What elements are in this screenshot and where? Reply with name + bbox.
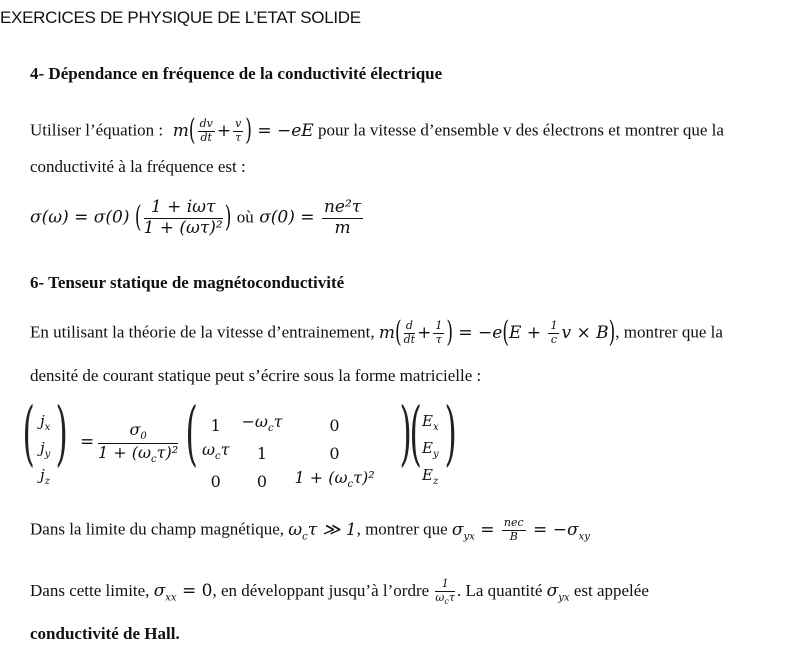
section-4-intro — [30, 114, 724, 149]
section-6-intro — [30, 316, 723, 351]
equation-of-motion: m( $\frac{dv}{dt}$ + $\frac{v}{\tau}$ ) = −eE — [167, 114, 314, 149]
section-6-heading: 6- Tenseur statique de magnétoconductivité — [30, 273, 345, 292]
left-paren-e: ( — [409, 392, 422, 474]
section-4-intro-line2: conductivité à la fréquence est : — [30, 157, 246, 176]
prefactor: $\frac{\sigma_0}{1 + (\omega_c\tau)^2}$ — [98, 420, 179, 465]
conductivity-matrix: 1 $-\omega_c\tau$ 0 $\omega_c\tau$ 1 0 0 0 $1 + (\omega_c\tau)^2$ — [202, 412, 375, 491]
hall-conductivity-term: conductivité de Hall. — [30, 624, 180, 643]
conductivity-formula: σ(ω) = σ(0) ( $\frac{\text{1 + iωτ}}{\text{1 + (ωτ)²}}$ ) où σ(0) = $\frac{\text{ne²τ}}{m}$ — [30, 197, 362, 238]
last-suffix: La quantité — [465, 580, 543, 600]
section-4-intro-suffix: pour la vitesse d’ensemble v des électrons et montrer que la — [317, 120, 724, 140]
limit-mid: , montrer que — [356, 519, 448, 539]
limit-line: Dans la limite du champ magnétique, $\omega_c\tau$ ≫ 1, montrer que $\sigma_{yx}$ = $\frac{\text{nec}}{B}$ = $-\sigma_{xy}$ — [30, 516, 590, 543]
left-paren-j: ( — [22, 392, 35, 474]
last-prefix: Dans cette limite, — [30, 580, 150, 600]
left-paren-m: ( — [185, 392, 198, 474]
limit-prefix: Dans la limite du champ magnétique, — [30, 519, 284, 539]
last-line: Dans cette limite, $\sigma_{xx} = 0$, en développant jusqu’à l’ordre $\frac{1}{\omega_c\tau}$ . La quantité $\sigma_{yx}$ est appelée — [30, 577, 649, 606]
right-paren-m: ) — [399, 392, 412, 474]
last-end: est appelée — [573, 580, 649, 600]
last-mid: , en développant jusqu’à l’ordre — [212, 580, 430, 600]
current-vector: $j_x$ $j_y$ $j_z$ — [40, 412, 51, 487]
section-6-intro-prefix: En utilisant la théorie de la vitesse d’entrainement, — [30, 322, 375, 342]
field-vector: $E_x$ $E_y$ $E_z$ — [422, 412, 439, 487]
right-paren-e: ) — [444, 392, 457, 474]
section-4-intro-prefix: Utiliser l’équation : — [30, 120, 164, 140]
section-6-intro-suffix: , montrer que la — [615, 322, 723, 342]
section-4-heading: 4- Dépendance en fréquence de la conductivité électrique — [30, 64, 443, 83]
section-6-intro-line2: densité de courant statique peut s’écrire sous la forme matricielle : — [30, 366, 482, 385]
order-fraction: $\frac{1}{\omega_c\tau}$ — [435, 577, 455, 606]
right-paren-j: ) — [55, 392, 68, 474]
page-title: EXERCICES DE PHYSIQUE DE L’ETAT SOLIDE — [0, 8, 361, 27]
drift-equation: m( $\frac{d}{dt}$ + $\frac{1}{\tau}$ ) = −e(E + $\frac{1}{c}$ v × B) — [378, 316, 616, 351]
hall-relation: $\sigma_{yx}$ = $\frac{\text{nec}}{B}$ = $-\sigma_{xy}$ — [451, 516, 590, 543]
where-word: où — [236, 207, 254, 227]
